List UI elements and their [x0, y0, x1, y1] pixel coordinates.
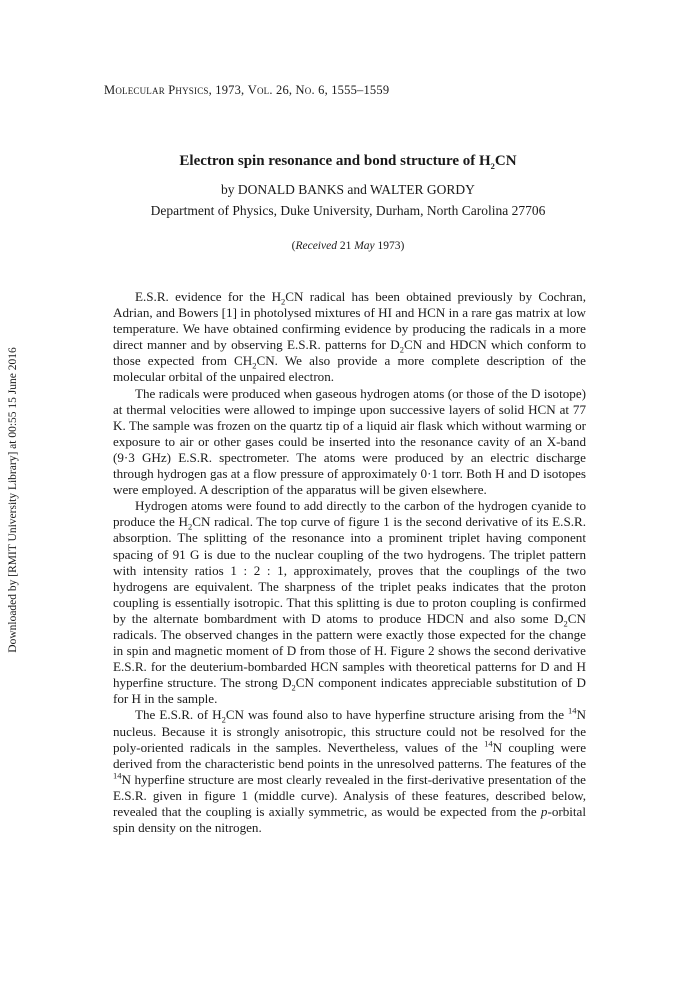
received-date: (Received 21 May 1973) [291, 240, 405, 252]
paragraph: Hydrogen atoms were found to add directly to the carbon of the hydrogen cyanide to produce the $H_2CN$ radical. The top curve of figure 1 is the second derivative of its E.S.R. absorption. The splitting of the resonance into a prominent triplet having component spacing of 91 G is due to the nuclear coupling of the two hydrogens. The triplet pattern with intensity ratios 1 : 2 : 1, approximately, proves that the couplings of the two hydrogens are equivalent. The sharpness of the triplet peaks indicates that the proton coupling is essentially isotropic. That this splitting is due to proton coupling is confirmed by the alternate bombardment with D atoms to produce HDCN and also some $D_2CN$ radicals. The observed changes in the pattern were exactly those expected for the change in spin and magnetic moment of D from those of H. Figure 2 shows the second derivative E.S.R. for the deuterium-bombarded HCN samples with theoretical patterns for D and H hyperfine structure. The strong $D_2CN$ component indicates appreciable substitution of D for H in the sample. [113, 498, 587, 707]
paragraph: The radicals were produced when gaseous hydrogen atoms (or those of the D isotope) at thermal velocities were allowed to impinge upon successive layers of solid HCN at 77 K. The sample was frozen on the quartz tip of a liquid air flask which without warming or exposure to air or other gases could be inserted into the resonance cavity of an X-band (9·3 GHz) E.S.R. spectrometer. The atoms were produced by an electric discharge through hydrogen gas at a flow pressure of approximately 0·1 torr. Both H and D isotopes were employed. A description of the apparatus will be given elsewhere. [113, 385, 586, 498]
journal-vol-label: Vol. [247, 83, 273, 97]
journal-pages: 6, 1555–1559 [314, 83, 390, 97]
download-watermark: Downloaded by [RMIT University Library] at 00:55 15 June 2016 [7, 347, 19, 653]
affiliation: Department of Physics, Duke University, Durham, North Carolina 27706 [150, 203, 546, 218]
journal-no-label: No. [295, 83, 315, 97]
paragraph: E.S.R. evidence for the $H_2CN$ radical has been obtained previously by Cochran, Adrian, and Bowers [1] in photolysed mixtures of HI and HCN in a rare gas matrix at low temperature. We have obtained confirming evidence by producing the radicals in a more direct manner and by observing E.S.R. patterns for $D_2CN$ and HDCN which conform to those expected from $CH_2CN$. We also provide a more complete description of the molecular orbital of the unpaired electron. [113, 289, 587, 385]
paragraph: The E.S.R. of $H_2CN$ was found also to have hyperfine structure arising from the $^{14}$N nucleus. Because it is strongly anisotropic, this structure could not be resolved for the poly-oriented radicals in the samples. Nevertheless, values of the $^{14}$N coupling were derived from the characteristic bend points in the unresolved patterns. The features of the $^{14}$N hyperfine structure are most clearly revealed in the first-derivative presentation of the E.S.R. given in figure 1 (middle curve). Analysis of these features, described below, revealed that the coupling is axially symmetric, as would be expected from the p-orbital spin density on the nitrogen. [113, 706, 587, 836]
journal-vol-number: 26, [272, 83, 296, 97]
journal-header [104, 83, 389, 98]
journal-name: Molecular Physics [104, 83, 209, 97]
authors: by DONALD BANKS and WALTER GORDY [221, 182, 475, 197]
paper-title: Electron spin resonance and bond structure of $H_2CN$ [179, 153, 517, 171]
article-body [113, 289, 586, 836]
journal-year: , 1973, [208, 83, 248, 97]
